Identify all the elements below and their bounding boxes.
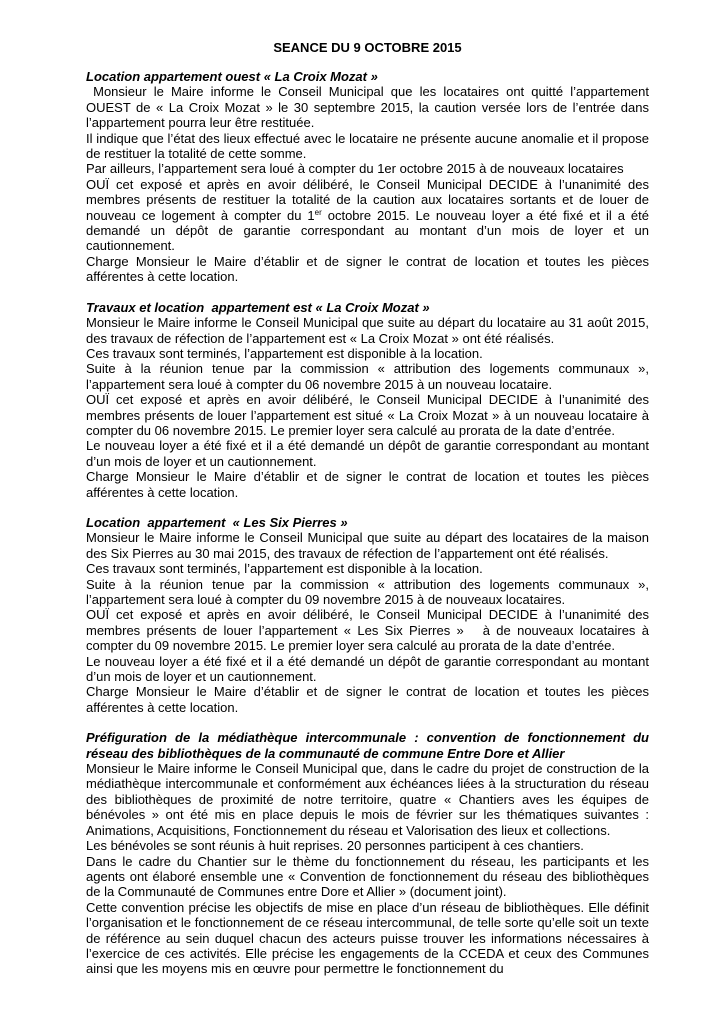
paragraph: Monsieur le Maire informe le Conseil Municipal que suite au départ du locataire au 31 août 2015, des travaux de réfection de l’appartement est « La Croix Mozat » ont été réalisés. [86,315,649,346]
section-mediatheque [86,730,649,977]
section-heading: Préfiguration de la médiathèque intercommunale : convention de fonctionnement du réseau des bibliothèques de la communauté de commune Entre Dore et Allier [86,730,649,761]
paragraph: Par ailleurs, l’appartement sera loué à compter du 1er octobre 2015 à de nouveaux locataires [86,161,624,177]
decision-paragraph [86,177,649,254]
paragraph: Dans le cadre du Chantier sur le thème du fonctionnement du réseau, les participants et les agents ont élaboré ensemble une « Convention de fonctionnement du réseau des bibliothèques de la Communauté de Communes entre Dore et Allier » (document joint). [86,853,649,900]
document-title: SEANCE DU 9 OCTOBRE 2015 [273,40,462,55]
decision-text-continued: octobre 2015. Le nouveau loyer a été fixé et il a été demandé un dépôt de garantie correspondant au montant d’un mois de loyer et un cautionnement. [86,207,650,254]
paragraph: Il indique que l’état des lieux effectué avec le locataire ne présente aucune anomalie et il propose de restituer la totalité de cette somme. [86,130,649,162]
section-croix-mozat-ouest [86,69,653,285]
paragraph: Ces travaux sont terminés, l’appartement est disponible à la location. [86,345,483,361]
closing-paragraph: Charge Monsieur le Maire d’établir et de signer le contrat de location et toutes les pièces afférentes à cette location. [86,469,649,500]
paragraph: Le nouveau loyer a été fixé et il a été demandé un dépôt de garantie correspondant au montant d’un mois de loyer et un cautionnement. [86,438,649,469]
paragraph: Suite à la réunion tenue par la commission « attribution des logements communaux », l’appartement sera loué à compter du 06 novembre 2015 à un nouveau locataire. [86,361,649,392]
section-heading: Location appartement ouest « La Croix Mozat » [86,69,378,84]
section-croix-mozat-est [86,300,649,500]
paragraph: OUÏ cet exposé et après en avoir délibéré, le Conseil Municipal DECIDE à l’unanimité des membres présents de louer l’appartement est situé « La Croix Mozat » à un nouveau locataire à compter du 06 novembre 2015. Le premier loyer sera calculé au prorata de la date d’entrée. [86,392,649,438]
section-heading: Travaux et location appartement est « La Croix Mozat » [86,299,430,315]
closing-paragraph: Charge Monsieur le Maire d’établir et de signer le contrat de location et toutes les pièces afférentes à cette location. [86,684,649,715]
decision-text: OUÏ cet exposé et après en avoir délibéré, le Conseil Municipal DECIDE à l’unanimité des membres présents de restituer la totalité de la caution aux locataires sortants et de louer de nouveau ce logement à compter du 1 [86,176,649,223]
closing-paragraph: Charge Monsieur le Maire d’établir et de signer le contrat de location et toutes les pièces afférentes à cette location. [86,253,649,285]
section-six-pierres [86,514,653,715]
section-heading: Location appartement « Les Six Pierres » [86,514,348,530]
paragraph: Le nouveau loyer a été fixé et il a été demandé un dépôt de garantie correspondant au montant d’un mois de loyer et un cautionnement. [86,653,649,685]
ordinal-superscript: er [314,207,322,217]
paragraph: Les bénévoles se sont réunis à huit reprises. 20 personnes participent à ces chantiers. [86,838,584,854]
paragraph: Monsieur le Maire informe le Conseil Municipal que suite au départ des locataires de la maison des Six Pierres au 30 mai 2015, des travaux de réfection de l’appartement ont été réalisés. [86,530,649,561]
paragraph: OUÏ cet exposé et après en avoir délibéré, le Conseil Municipal DECIDE à l’unanimité des membres présents de louer l’appartement « Les Six Pierres » à de nouveaux locataires à compter du 09 novembre 2015. Le premier loyer sera calculé au prorata de la date d’entrée. [86,607,653,654]
paragraph: Monsieur le Maire informe le Conseil Municipal que, dans le cadre du projet de construction de la médiathèque intercommunale et conformément aux échéances liées à la structuration du réseau des bibliothèques de proximité de notre territoire, quatre « Chantiers aves les équipes de bénévoles » ont été mis en place depuis le mois de février sur les thématiques suivantes : Animations, Acquisitions, Fonctionnement du réseau et Valorisation des lieux et collections. [86,761,649,838]
paragraph: Ces travaux sont terminés, l’appartement est disponible à la location. [86,561,483,577]
paragraph: Monsieur le Maire informe le Conseil Municipal que les locataires ont quitté l’appartement OUEST de « La Croix Mozat » le 30 septembre 2015, la caution versée lors de l’entrée dans l’appartement pourra leur être restituée. [86,84,653,131]
paragraph: Cette convention précise les objectifs de mise en place d’un réseau de bibliothèques. Elle définit l’organisation et le fonctionnement de ce réseau intercommunal, de telle sorte qu’elle soit un texte de référence au sein duquel chacun des acteurs puisse trouver les informations nécessaires à l’exercice de ces activités. Elle précise les engagements de la CCEDA et ceux des Communes ainsi que les moyens mis en œuvre pour permettre le fonctionnement du [86,899,649,977]
paragraph: Suite à la réunion tenue par la commission « attribution des logements communaux », l’appartement sera loué à compter du 09 novembre 2015 à de nouveaux locataires. [86,576,649,607]
